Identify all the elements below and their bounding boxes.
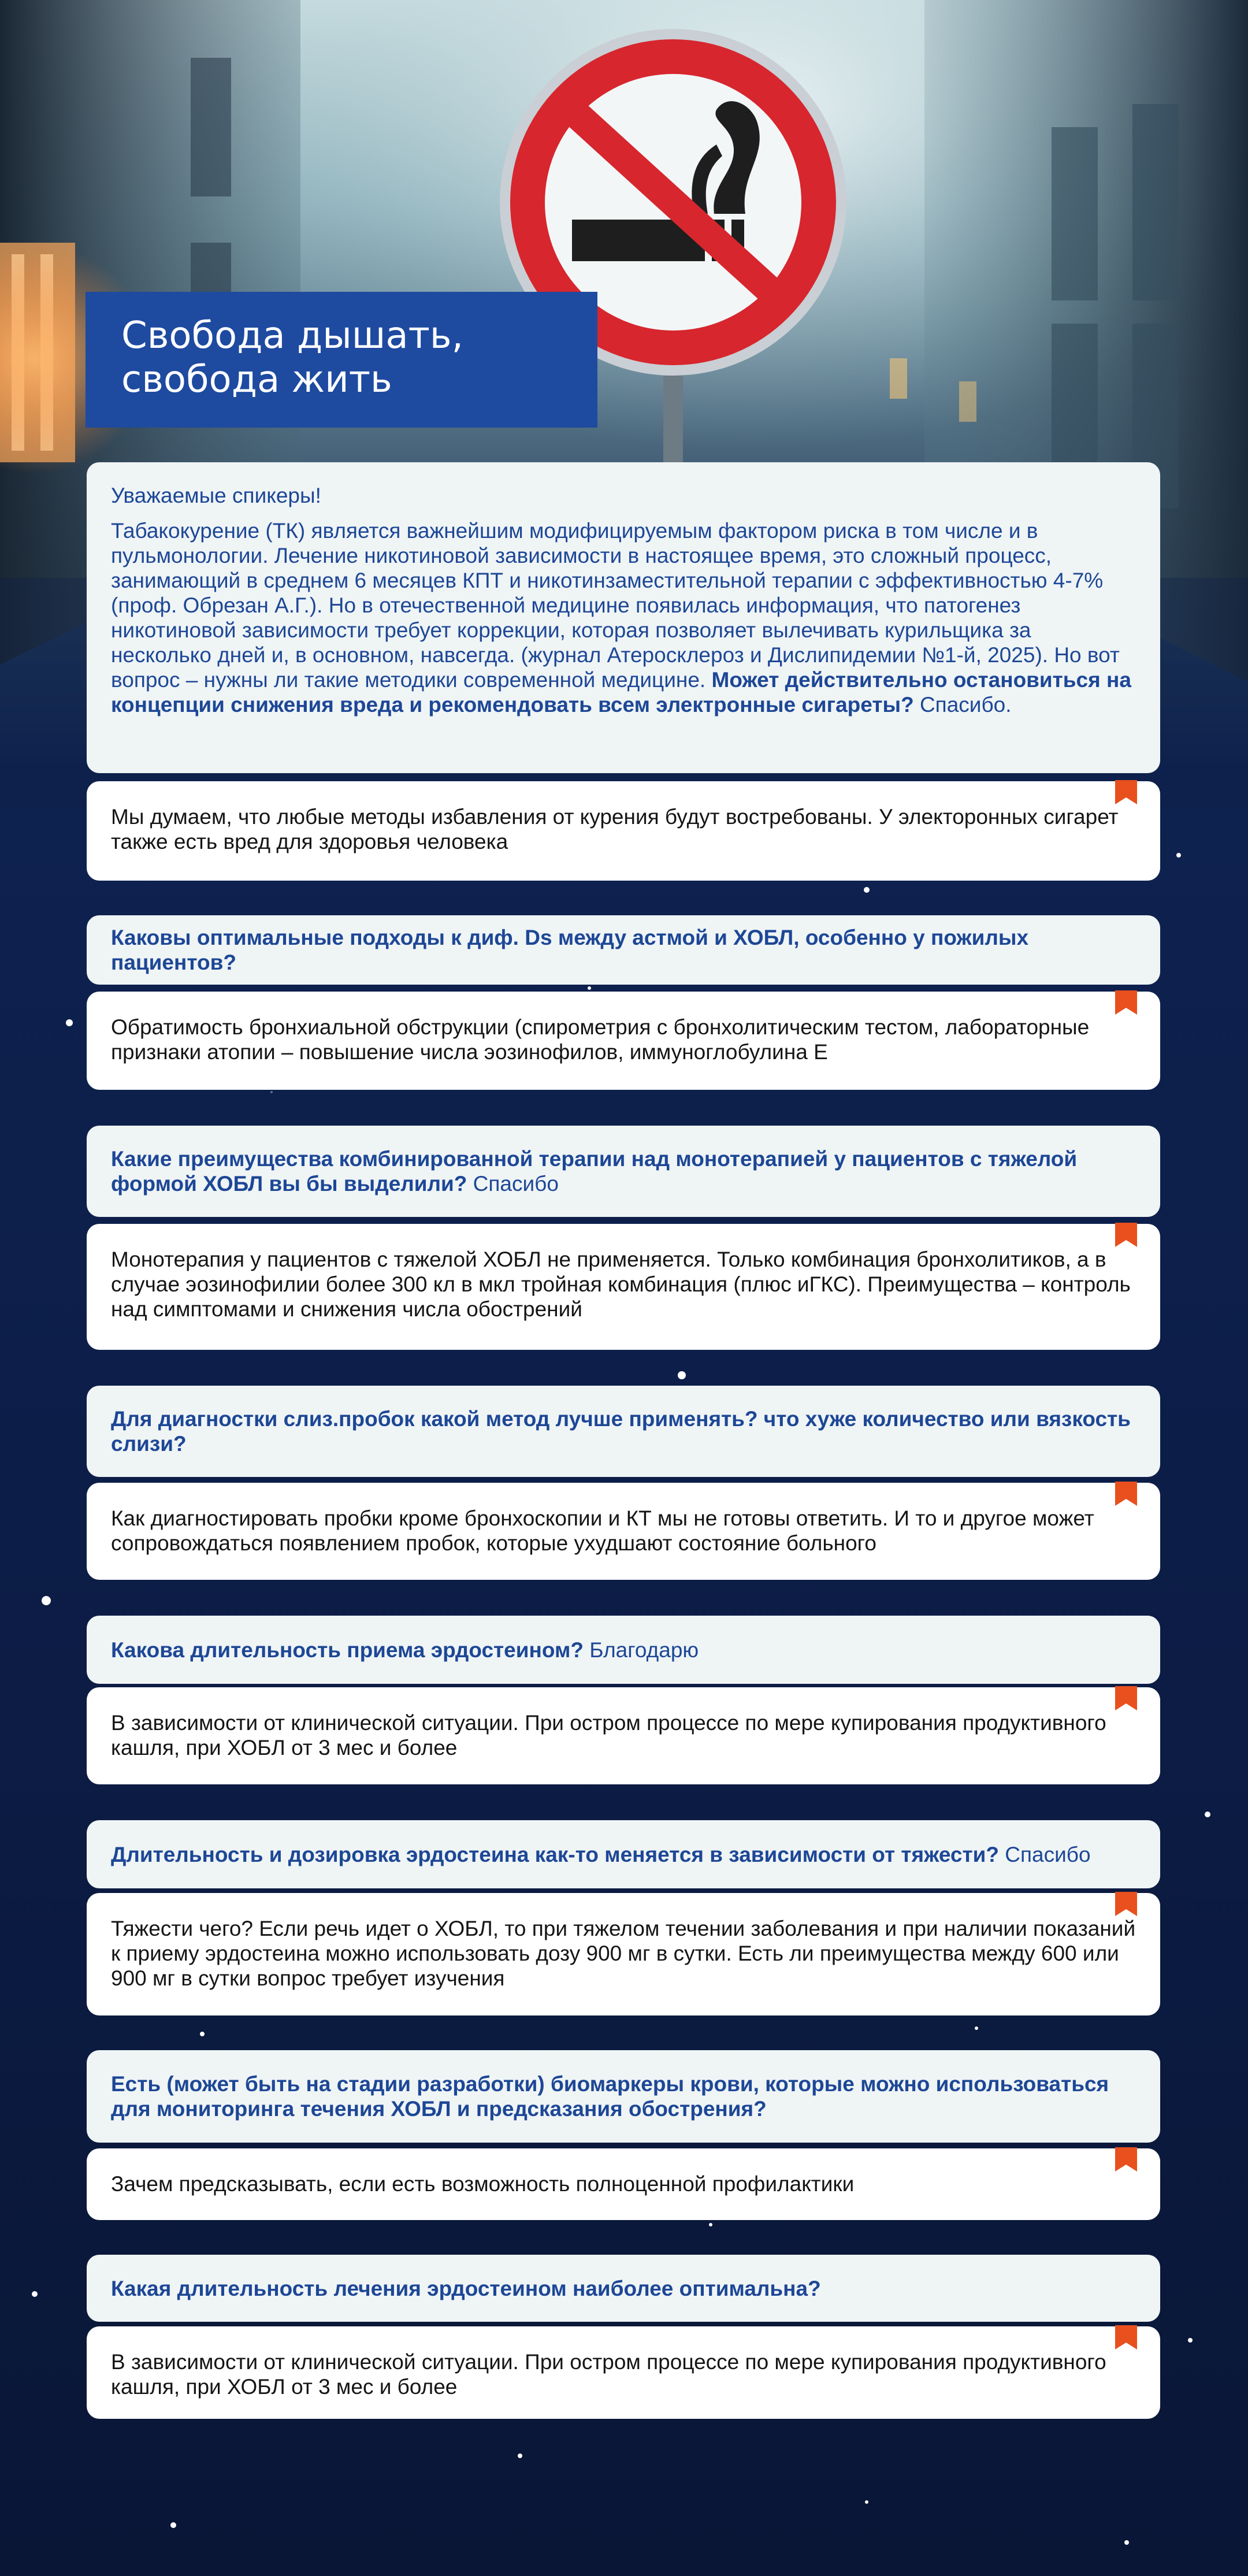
question-bold: Какова длительность приема эрдостеином? <box>111 1638 584 1662</box>
answer-card <box>87 992 1160 1090</box>
question-suffix: Спасибо <box>998 1842 1091 1866</box>
question-suffix: Благодарю <box>583 1638 699 1662</box>
page-title-line-1: Свобода дышать, <box>121 314 463 357</box>
question-card <box>87 1616 1160 1684</box>
page-title-box <box>86 292 597 428</box>
intro-greeting: Уважаемые спикеры! <box>111 484 321 507</box>
bookmark-icon <box>1115 1892 1137 1916</box>
question-bold: Есть (может быть на стадии разработки) биомаркеры крови, которые можно использоваться для мониторинга течения ХОБЛ и предсказания обострения? <box>111 2072 1109 2121</box>
bookmark-icon <box>1115 1686 1137 1710</box>
question-bold: Для диагностки слиз.пробок какой метод лучше применять? что хуже количество или вязкость слизи? <box>111 1407 1131 1456</box>
question-card <box>87 2255 1160 2322</box>
answer-card <box>87 2326 1160 2419</box>
question-text <box>111 1842 1091 1867</box>
answer-card <box>87 1224 1160 1350</box>
question-text <box>111 925 1136 975</box>
answer-text: Как диагностировать пробки кроме бронхоскопии и КТ мы не готовы ответить. И то и другое может сопровождаться появлением пробок, которые ухудшают состояние больного <box>111 1506 1094 1555</box>
question-card <box>87 915 1160 985</box>
answer-text: Тяжести чего? Если речь идет о ХОБЛ, то при тяжелом течении заболевания и при наличии показаний к приему эрдостеина можно использовать дозу 900 мг в сутки. Есть ли преимущества между 600 или 900 мг в сутки вопрос требует изучения <box>111 1917 1136 1990</box>
question-text <box>111 1146 1136 1196</box>
page-title-line-2: свобода жить <box>121 358 392 401</box>
intro-bold-question: Может действительно остановиться на концепции снижения вреда и рекомендовать всем электронные сигареты? <box>111 668 1131 717</box>
answer-card <box>87 781 1160 881</box>
bookmark-icon <box>1115 2325 1137 2349</box>
question-bold: Длительность и дозировка эрдостеина как-то меняется в зависимости от тяжести? <box>111 1842 999 1866</box>
answer-text: Обратимость бронхиальной обструкции (спирометрия с бронхолитическим тестом, лабораторные признаки атопии – повышение числа эозинофилов, иммуноглобулина Е <box>111 1015 1090 1064</box>
question-card <box>87 2050 1160 2143</box>
question-text <box>111 2276 821 2301</box>
bookmark-icon <box>1115 990 1137 1015</box>
question-card <box>87 1126 1160 1217</box>
question-suffix: Спасибо <box>467 1172 559 1196</box>
bookmark-icon <box>1115 2147 1137 2172</box>
intro-thanks: Спасибо. <box>919 693 1012 717</box>
answer-card <box>87 1687 1160 1784</box>
question-bold: Каковы оптимальные подходы к диф. Ds между астмой и ХОБЛ, особенно у пожилых пациентов? <box>111 926 1029 974</box>
question-bold: Какие преимущества комбинированной терапии над монотерапией у пациентов с тяжелой формой ХОБЛ вы бы выделили? <box>111 1147 1078 1196</box>
bookmark-icon <box>1115 1482 1137 1506</box>
answer-card <box>87 1483 1160 1580</box>
intro-body: Табакокурение (ТК) является важнейшим модифицируемым фактором риска в том числе и в пульмонологии. Лечение никотиновой зависимости в настоящее время, это сложный процесс, занимающий в среднем 6 месяцев КПТ и никотинзаместительной терапии с эффективностью 4-7% (проф. Обрезан А.Г.). Но в отечественной медицине появилась информация, что патогенез никотиновой зависимости требует коррекции, которая позволяет вылечивать курильщика за несколько дней и, в основном, навсегда. (журнал Атеросклероз и Дислипидемии №1-й, 2025). Но вот вопрос – нужны ли такие методики современной медицине. <box>111 519 1120 692</box>
answer-text: В зависимости от клинической ситуации. При остром процессе по мере купирования продуктивного кашля, при ХОБЛ от 3 мес и более <box>111 1711 1106 1760</box>
question-text <box>111 1638 699 1662</box>
question-text <box>111 2072 1136 2121</box>
intro-question-card <box>87 462 1160 773</box>
answer-text: Монотерапия у пациентов с тяжелой ХОБЛ не применяется. Только комбинация бронхолитиков, а в случае эозинофилии более 300 кл в мкл тройная комбинация (плюс иГКС). Преимущества – контроль над симптомами и снижения числа обострений <box>111 1248 1131 1321</box>
question-bold: Какая длительность лечения эрдостеином наиболее оптимальна? <box>111 2276 821 2300</box>
answer-text: Мы думаем, что любые методы избавления от курения будут востребованы. У электоронных сигарет также есть вред для здоровья человека <box>111 805 1119 853</box>
answer-text: Зачем предсказывать, если есть возможность полноценной профилактики <box>111 2172 855 2196</box>
answer-card <box>87 1893 1160 2015</box>
intro-text <box>111 518 1136 717</box>
question-card <box>87 1820 1160 1888</box>
answer-text: В зависимости от клинической ситуации. При остром процессе по мере купирования продуктивного кашля, при ХОБЛ от 3 мес и более <box>111 2350 1106 2399</box>
bookmark-icon <box>1115 1223 1137 1247</box>
question-card <box>87 1386 1160 1477</box>
bookmark-icon <box>1115 780 1137 804</box>
answer-card <box>87 2148 1160 2220</box>
question-text <box>111 1406 1136 1456</box>
